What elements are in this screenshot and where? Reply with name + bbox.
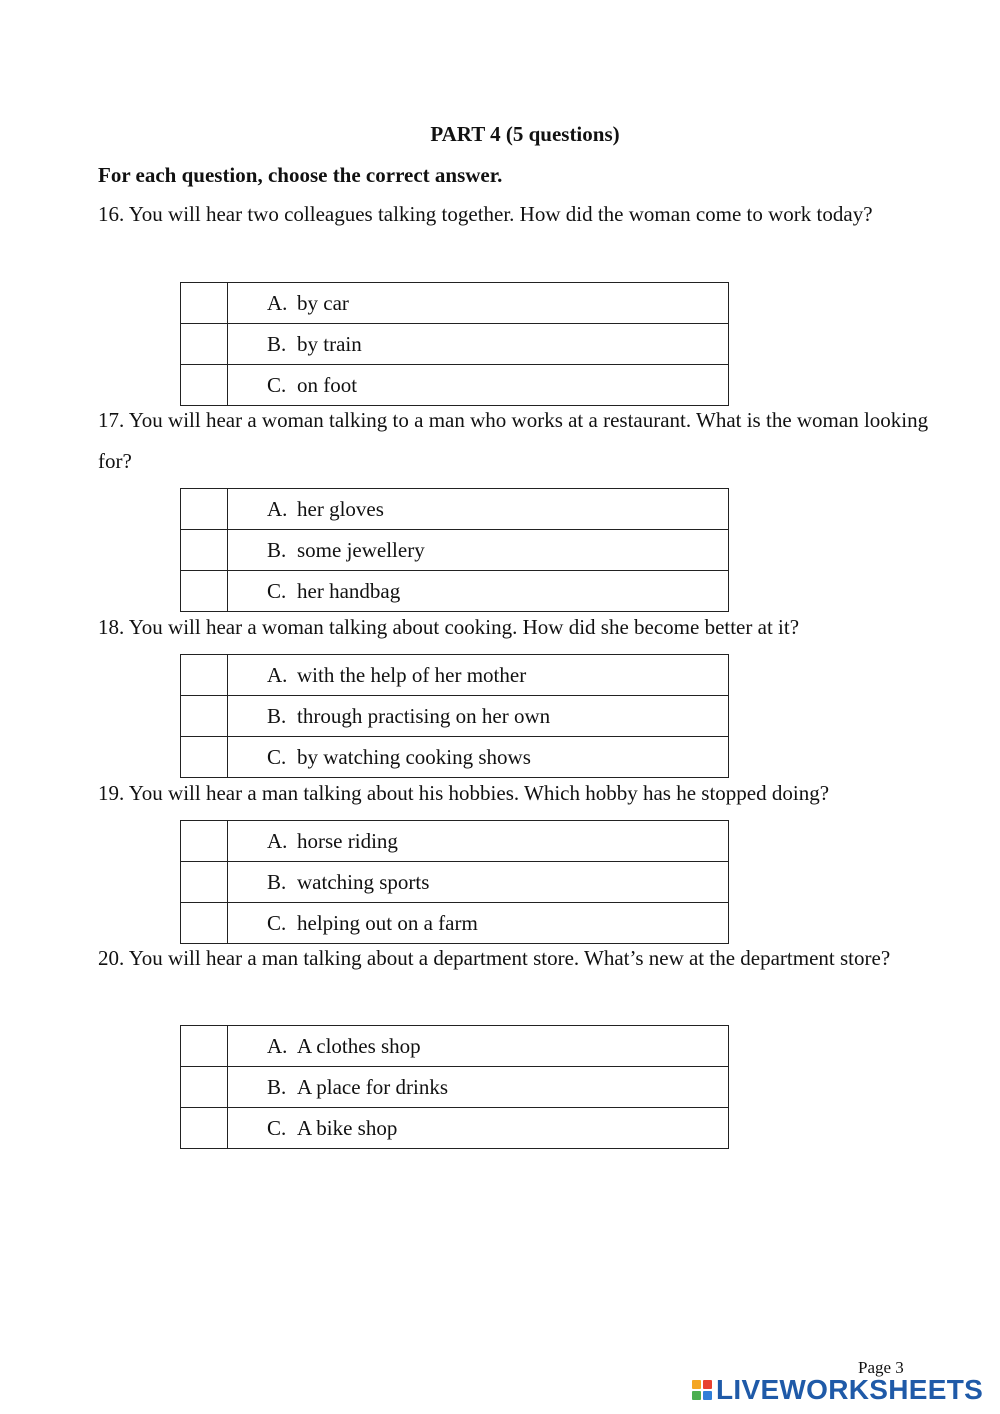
logo-tile bbox=[692, 1391, 701, 1400]
answer-box-17b[interactable] bbox=[181, 530, 228, 571]
answer-box-19b[interactable] bbox=[181, 862, 228, 903]
options-table-17 bbox=[180, 488, 729, 612]
option-text: watching sports bbox=[297, 869, 430, 894]
option-letter: A. bbox=[267, 828, 288, 853]
option-letter: B. bbox=[267, 869, 287, 894]
option-letter: C. bbox=[267, 372, 287, 397]
answer-box-16a[interactable] bbox=[181, 283, 228, 324]
option-row bbox=[181, 571, 729, 612]
option-row bbox=[181, 696, 729, 737]
option-row bbox=[181, 489, 729, 530]
liveworksheets-wordmark: LIVEWORKSHEETS bbox=[716, 1374, 984, 1405]
question-16: 16. You will hear two colleagues talking together. How did the woman come to work today? bbox=[98, 202, 873, 226]
answer-box-18b[interactable] bbox=[181, 696, 228, 737]
option-label bbox=[228, 1108, 729, 1149]
option-row bbox=[181, 1026, 729, 1067]
option-label bbox=[228, 489, 729, 530]
option-letter: B. bbox=[267, 537, 287, 562]
option-label bbox=[228, 324, 729, 365]
answer-box-18c[interactable] bbox=[181, 737, 228, 778]
option-text: through practising on her own bbox=[297, 703, 551, 728]
option-letter: A. bbox=[267, 1033, 288, 1058]
logo-tile bbox=[703, 1391, 712, 1400]
instruction: For each question, choose the correct answer. bbox=[98, 163, 503, 187]
option-row bbox=[181, 1067, 729, 1108]
option-letter: A. bbox=[267, 290, 288, 315]
option-letter: C. bbox=[267, 910, 287, 935]
option-label bbox=[228, 1026, 729, 1067]
option-text: by watching cooking shows bbox=[297, 744, 531, 769]
option-text: some jewellery bbox=[297, 537, 425, 562]
option-label bbox=[228, 655, 729, 696]
answer-box-17a[interactable] bbox=[181, 489, 228, 530]
option-label bbox=[228, 821, 729, 862]
option-label bbox=[228, 696, 729, 737]
option-label bbox=[228, 862, 729, 903]
option-row bbox=[181, 737, 729, 778]
option-text: on foot bbox=[297, 372, 358, 397]
answer-box-17c[interactable] bbox=[181, 571, 228, 612]
logo-tile bbox=[703, 1380, 712, 1389]
option-text: by train bbox=[297, 331, 362, 356]
option-label bbox=[228, 530, 729, 571]
option-row bbox=[181, 862, 729, 903]
answer-box-20c[interactable] bbox=[181, 1108, 228, 1149]
liveworksheets-logo-icon bbox=[692, 1380, 712, 1400]
options-table-18 bbox=[180, 654, 729, 778]
option-letter: A. bbox=[267, 662, 288, 687]
page-number: Page 3 bbox=[858, 1358, 904, 1377]
answer-box-18a[interactable] bbox=[181, 655, 228, 696]
option-letter: A. bbox=[267, 496, 288, 521]
part-title: PART 4 (5 questions) bbox=[430, 122, 620, 146]
option-letter: B. bbox=[267, 1074, 287, 1099]
logo-tile bbox=[692, 1380, 701, 1389]
question-17: 17. You will hear a woman talking to a man who works at a restaurant. What is the woman looking for? bbox=[98, 408, 929, 473]
question-20: 20. You will hear a man talking about a department store. What’s new at the department store? bbox=[98, 946, 891, 970]
option-row bbox=[181, 821, 729, 862]
answer-box-20b[interactable] bbox=[181, 1067, 228, 1108]
question-19: 19. You will hear a man talking about his hobbies. Which hobby has he stopped doing? bbox=[98, 781, 830, 805]
option-row bbox=[181, 530, 729, 571]
option-text: her handbag bbox=[297, 578, 401, 603]
option-letter: B. bbox=[267, 703, 287, 728]
option-row bbox=[181, 283, 729, 324]
option-row bbox=[181, 655, 729, 696]
option-label bbox=[228, 737, 729, 778]
option-row bbox=[181, 1108, 729, 1149]
option-text: her gloves bbox=[297, 496, 384, 521]
option-text: helping out on a farm bbox=[297, 910, 478, 935]
option-label bbox=[228, 283, 729, 324]
option-text: A clothes shop bbox=[297, 1033, 421, 1058]
options-table-20 bbox=[180, 1025, 729, 1149]
option-text: with the help of her mother bbox=[297, 662, 527, 687]
option-text: by car bbox=[297, 290, 349, 315]
option-letter: C. bbox=[267, 1115, 287, 1140]
option-label bbox=[228, 1067, 729, 1108]
answer-box-16b[interactable] bbox=[181, 324, 228, 365]
answer-box-20a[interactable] bbox=[181, 1026, 228, 1067]
option-text: horse riding bbox=[297, 828, 398, 853]
option-label bbox=[228, 571, 729, 612]
option-letter: C. bbox=[267, 744, 287, 769]
option-letter: B. bbox=[267, 331, 287, 356]
question-18: 18. You will hear a woman talking about cooking. How did she become better at it? bbox=[98, 615, 800, 639]
option-row bbox=[181, 324, 729, 365]
answer-box-19a[interactable] bbox=[181, 821, 228, 862]
option-text: A place for drinks bbox=[297, 1074, 449, 1099]
options-table-16 bbox=[180, 282, 729, 406]
liveworksheets-brand[interactable] bbox=[692, 1374, 983, 1406]
options-table-19 bbox=[180, 820, 729, 944]
option-text: A bike shop bbox=[297, 1115, 398, 1140]
option-letter: C. bbox=[267, 578, 287, 603]
